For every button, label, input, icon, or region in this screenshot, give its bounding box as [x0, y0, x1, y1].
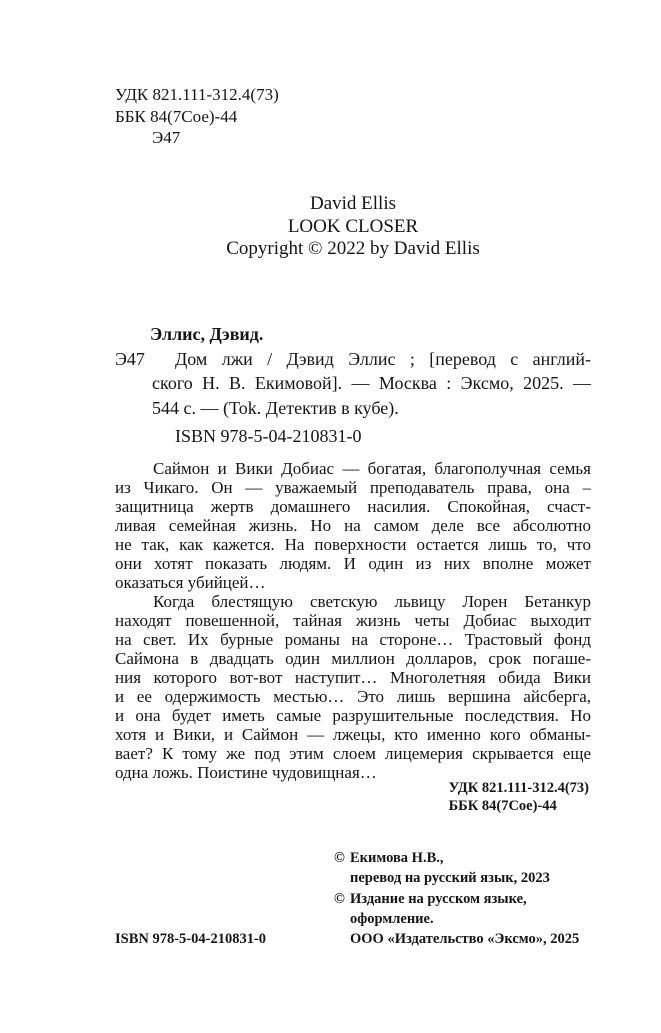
annotation-line: Саймона в двадцать один миллион долларов, срок погаше- [115, 649, 591, 668]
bib-line: Дом лжи / Дэвид Эллис ; [перевод с англий- [175, 348, 591, 369]
annotation [115, 459, 591, 782]
copyright-line: оформление. [350, 910, 434, 927]
author-sign: Э47 [152, 128, 181, 147]
bib-author-sign: Э47 [115, 348, 145, 369]
bibliographic-entry [115, 322, 591, 449]
bib-author-heading: Эллис, Дэвид. [150, 324, 264, 344]
isbn-bottom: ISBN 978-5-04-210831-0 [115, 931, 267, 947]
copyright-line: перевод на русский язык, 2023 [350, 870, 550, 887]
annotation-line: хотя и Вики, и Саймон — лжецы, кто именно кого обманы- [115, 725, 591, 744]
annotation-line: не так, как кажется. На поверхности остается лишь то, что [115, 535, 591, 554]
original-copyright: Copyright © 2022 by David Ellis [226, 238, 480, 259]
annotation-line: на свет. Их бурные романы на стороне… Трастовый фонд [115, 630, 591, 649]
annotation-line: защитница жертв домашнего насилия. Спокойная, счаст- [115, 497, 591, 516]
copyright-symbol: © [334, 890, 345, 907]
bib-line: ского Н. В. Екимовой]. — Москва : Эксмо, 2025. — [152, 373, 591, 393]
bbk-code: ББК 84(7Сое)-44 [115, 106, 238, 126]
original-title-block [115, 193, 591, 261]
original-title: LOOK CLOSER [287, 215, 419, 237]
bib-description [115, 347, 591, 421]
annotation-line: одна ложь. Поистине чудовищная… [115, 763, 377, 782]
annotation-line: ния которого вот-вот наступит… Многолетняя обида Вики [115, 668, 591, 687]
copyright-item-edition [334, 889, 579, 950]
annotation-line: и ее одержимость местью… Это лишь вершина айсберга, [115, 687, 591, 706]
udc-code-bottom: УДК 821.111-312.4(73) [448, 780, 589, 796]
copyright-line: Издание на русском языке, [350, 890, 527, 907]
annotation-line: оказаться убийцей… [115, 573, 266, 592]
copyright-item-translation [334, 848, 579, 889]
copyright-block [334, 848, 579, 949]
annotation-line: вает? К тому же под этим слоем лицемерия скрывается еще [115, 744, 591, 763]
annotation-line: и она будет иметь самые разрушительные последствия. Но [115, 706, 591, 725]
annotation-line: они хотят показать людям. И один из них вполне может [115, 554, 591, 573]
bottom-classification-codes [449, 779, 589, 815]
copyright-line: Екимова Н.В., [350, 850, 444, 866]
annotation-line: находят повешенной, тайная жизнь четы Добиас выходит [115, 611, 591, 630]
bib-line: 544 с. — (Tok. Детектив в кубе). [152, 397, 399, 418]
annotation-line: из Чикаго. Он — уважаемый преподаватель права, она – [115, 478, 591, 497]
annotation-line: ливая семейная жизнь. Но на самом деле все абсолютно [115, 516, 591, 535]
udc-code: УДК 821.111-312.4(73) [115, 85, 279, 104]
top-classification-codes [115, 84, 279, 149]
isbn-middle: ISBN 978-5-04-210831-0 [175, 426, 362, 446]
annotation-line: Саймон и Вики Добиас — богатая, благополучная семья [153, 459, 591, 478]
annotation-line: Когда блестящую светскую львицу Лорен Бетанкур [153, 592, 591, 611]
original-author: David Ellis [309, 193, 397, 214]
copyright-symbol: © [334, 850, 345, 866]
copyright-line: ООО «Издательство «Эксмо», 2025 [350, 931, 580, 948]
bbk-code-bottom: ББК 84(7Сое)-44 [448, 798, 557, 814]
